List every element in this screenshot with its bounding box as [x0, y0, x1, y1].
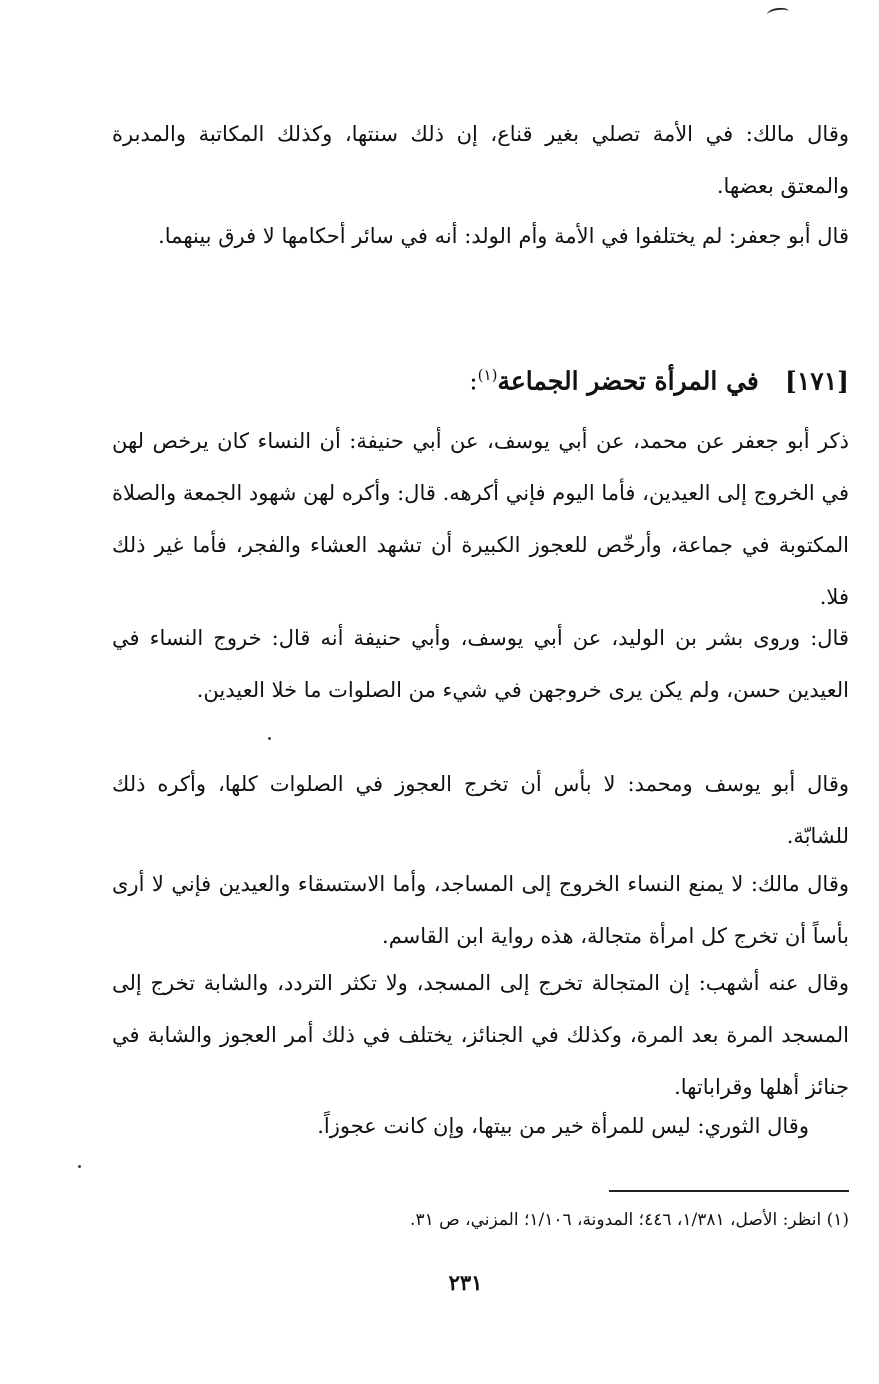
book-page: [112, 0, 849, 1384]
footnote-reference: (١): [477, 366, 498, 384]
section-title: في المرأة تحضر الجماعة: [497, 366, 759, 396]
footnote-divider: [609, 1190, 849, 1192]
footnote-text: (١) انظر: الأصل، ١/٣٨١، ٤٤٦؛ المدونة، ١/١٠٦؛ المزني، ص ٣١.: [410, 1210, 849, 1230]
paragraph-malik-slave-woman: وقال مالك: في الأمة تصلي بغير قناع، إن ذلك سنتها، وكذلك المكاتبة والمدبرة والمعتق بعضها.: [112, 122, 849, 198]
heading-colon: :: [469, 366, 478, 396]
section-heading: [469, 355, 849, 401]
paragraph-body-4: وقال مالك: لا يمنع النساء الخروج إلى المساجد، وأما الاستسقاء والعيدين فإني لا أرى بأساً أن تخرج كل امرأة متجالة، هذه رواية ابن القاسم.: [112, 872, 849, 948]
print-speck: [78, 1165, 81, 1168]
paragraph-body-2: قال: وروى بشر بن الوليد، عن أبي يوسف، وأبي حنيفة أنه قال: خروج النساء في العيدين حسن، ولم يكن يرى خروجهن في شيء من الصلوات ما خلا العيدين.: [112, 626, 849, 702]
section-number: [١٧١]: [785, 366, 849, 396]
paragraph-body-1: ذكر أبو جعفر عن محمد، عن أبي يوسف، عن أبي حنيفة: أن النساء كان يرخص لهن في الخروج إلى العيدين، فأما اليوم فإني أكرهه. قال: وأكره لهن شهود الجمعة والصلاة المكتوبة في جماعة، وأرخّص للعجوز الكبيرة أن تشهد العشاء والفجر، فأما غير ذلك فلا.: [112, 429, 849, 609]
print-speck: [268, 737, 271, 740]
paragraph-body-5: وقال عنه أشهب: إن المتجالة تخرج إلى المسجد، ولا تكثر التردد، والشابة تخرج إلى المسجد المرة بعد المرة، وكذلك في الجنائز، يختلف في ذلك أمر العجوز والشابة في جنائز أهلها وقراباتها.: [112, 971, 849, 1099]
paragraph-abu-jafar: قال أبو جعفر: لم يختلفوا في الأمة وأم الولد: أنه في سائر أحكامها لا فرق بينهما.: [158, 224, 849, 248]
paragraph-body-6: وقال الثوري: ليس للمرأة خير من بيتها، وإن كانت عجوزاً.: [317, 1114, 809, 1138]
paragraph-body-3: وقال أبو يوسف ومحمد: لا بأس أن تخرج العجوز في الصلوات كلها، وأكره ذلك للشابّة.: [112, 772, 849, 848]
ink-mark: [766, 7, 789, 20]
page-number: ٢٣١: [448, 1270, 483, 1295]
